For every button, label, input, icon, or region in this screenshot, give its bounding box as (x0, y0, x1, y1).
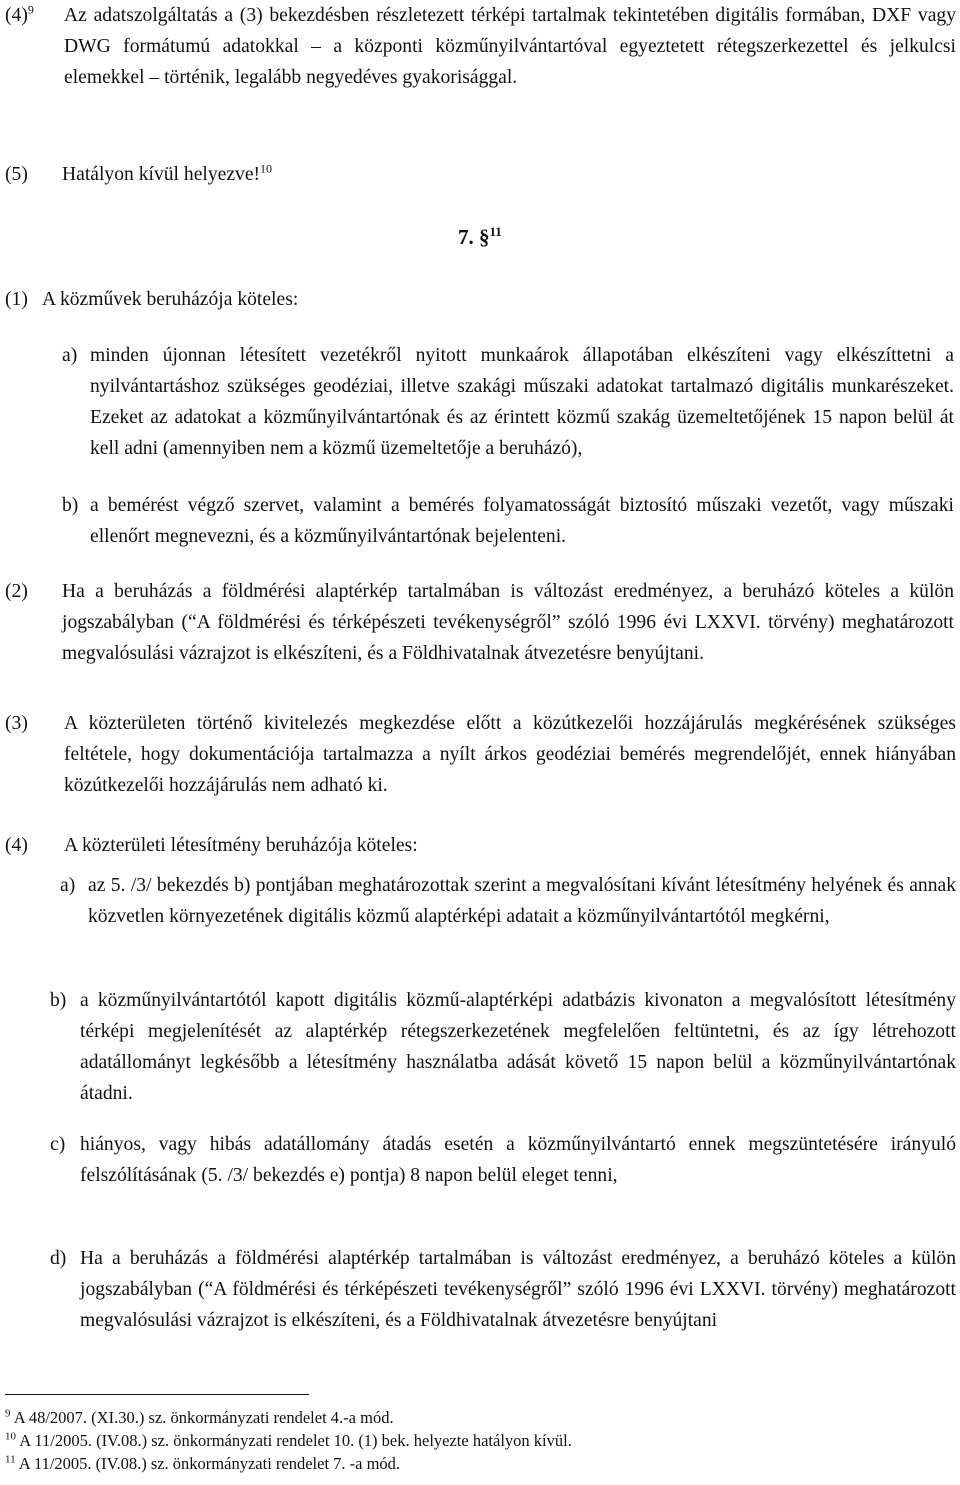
list-item: a bemérést végző szervet, valamint a bemérés folyamatosságát biztosító műszaki vezetőt, vagy műszaki ellenőrt megnevezni, és a közműnyilvántartónak bejelenteni. (90, 495, 954, 547)
paragraph-text: Ha a beruházás a földmérési alaptérkép tartalmában is változást eredményez, a beruházó köteles a külön jogszabályban (“A földmérési és térképészeti tevékenységről” szóló 1996 évi LXXVI. törvény) meghatározott megvalósulási vázrajzot is elkészíteni, és a Földhivatalnak átvezetésre benyújtani. (62, 581, 954, 664)
paragraph-number: (5) (5, 164, 28, 185)
paragraph-text: A közterületi létesítmény beruházója köteles: (64, 835, 418, 856)
paragraph-number: $(4)^9$ (5, 2, 34, 26)
list-marker: b) (62, 495, 79, 516)
list-item: a közműnyilvántartótól kapott digitális közmű-alaptérképi adatbázis kivonaton a megvalósított létesítmény térképi megjelenítését az alaptérkép rétegszerkezetének megfelelően feltüntetni, és az így létrehozott adatállományt legkésőbb a létesítmény használatba adását követő 15 napon belül a közműnyilvántartónak átadni. (80, 990, 956, 1104)
list-marker: a) (62, 345, 78, 366)
paragraph-text: A közterületen történő kivitelezés megkezdése előtt a közútkezelői hozzájárulás megkérésének szükséges feltétele, hogy dokumentációja tartalmazza a nyílt árkos geodéziai bemérés megrendelőjét, ennek hiányában közútkezelői hozzájárulás nem adható ki. (64, 713, 956, 796)
list-marker: d) (50, 1248, 67, 1269)
list-marker: a) (60, 875, 76, 896)
footnote-ref: 10 (260, 161, 273, 176)
list-marker: b) (50, 990, 67, 1011)
paragraph-number: (3) (5, 713, 28, 734)
footnote: $^{11}$ A 11/2005. (IV.08.) sz. önkormányzati rendelet 7. -a mód. (5, 1453, 401, 1473)
list-marker: c) (50, 1134, 66, 1155)
section-heading: 7. §$^{11}$ (458, 224, 502, 249)
paragraph-number: (4) (5, 835, 28, 856)
list-item: minden újonnan létesített vezetékről nyitott munkaárok állapotában elkészíteni vagy elkészíttetni a nyilvántartáshoz szükséges geodéziai, illetve szakági műszaki adatokat tartalmazó digitális munkarészeket. Ezeket az adatokat a közműnyilvántartónak és az érintett közmű szakág üzemeltetőjének 15 napon belül át kell adni (amennyiben nem a közmű üzemeltetője a beruházó), (90, 345, 954, 459)
paragraph-text: Az adatszolgáltatás a (3) bekezdésben részletezett térképi tartalmak tekintetében digitális formában, DXF vagy DWG formátumú adatokkal – a központi közműnyilvántartóval egyeztetett rétegszerkezettel és jelkulcsi elemekkel – történik, legalább negyedéves gyakorisággal. (64, 5, 956, 88)
paragraph-number: (1) (5, 289, 28, 310)
section-sign-icon: § (479, 225, 490, 249)
paragraph-text: A közművek beruházója köteles: (42, 289, 299, 310)
footnote-divider (5, 1394, 309, 1395)
footnote: $^{10}$ A 11/2005. (IV.08.) sz. önkormányzati rendelet 10. (1) bek. helyezte hatályon kívül. (5, 1430, 572, 1450)
list-item: az 5. /3/ bekezdés b) pontjában meghatározottak szerint a megvalósítani kívánt létesítmény helyének és annak közvetlen környezetének digitális közmű alaptérképi adatait a közműnyilvántartótól megkérni, (88, 875, 956, 927)
list-item: Ha a beruházás a földmérési alaptérkép tartalmában is változást eredményez, a beruházó köteles a külön jogszabályban (“A földmérési és térképészeti tevékenységről” szóló 1996 évi LXXVI. törvény) meghatározott megvalósulási vázrajzot is elkészíteni, és a Földhivatalnak átvezetésre benyújtani (80, 1248, 956, 1331)
paragraph-text: Hatályon kívül helyezve!$^{10}$ (62, 161, 273, 185)
footnote-ref: 9 (27, 2, 34, 17)
paragraph-number: (2) (5, 581, 28, 602)
footnote-ref: 11 (489, 224, 502, 239)
list-item: hiányos, vagy hibás adatállomány átadás esetén a közműnyilvántartó ennek megszüntetésére irányuló felszólításának (5. /3/ bekezdés e) pontja) 8 napon belül eleget tenni, (80, 1134, 956, 1186)
footnote: $^9$ A 48/2007. (XI.30.) sz. önkormányzati rendelet 4.-a mód. (5, 1407, 394, 1427)
